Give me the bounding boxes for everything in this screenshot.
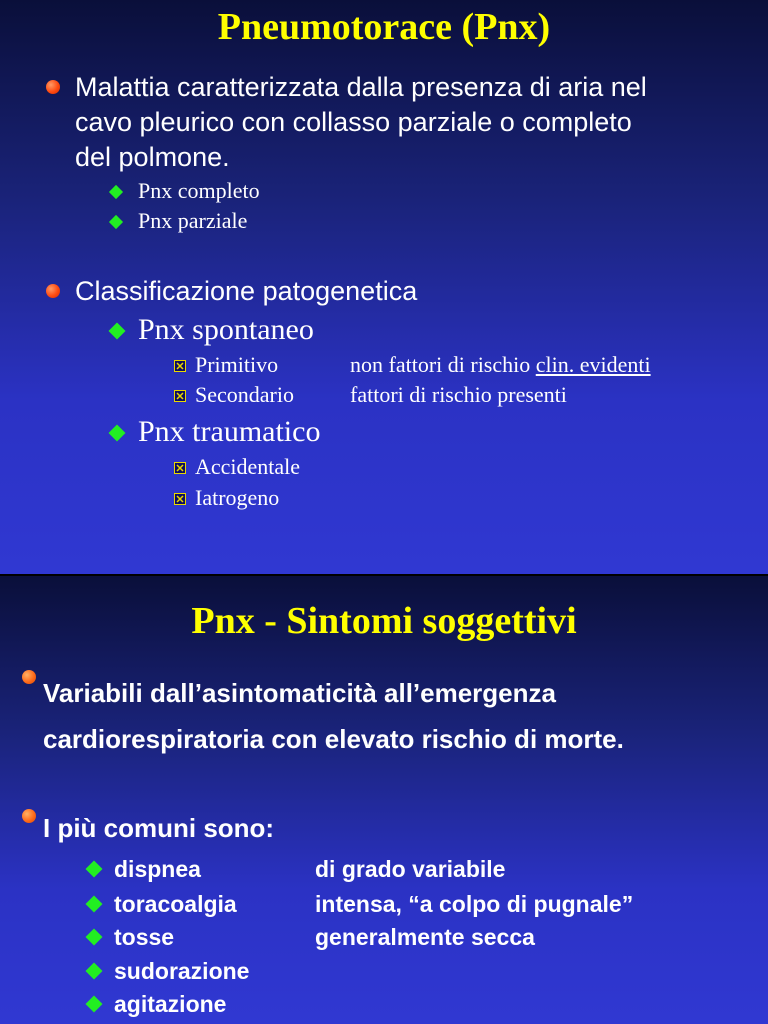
green-diamond-icon: [109, 323, 126, 340]
item-primitivo: Primitivo: [195, 352, 279, 377]
symptom-name: dispnea: [114, 856, 201, 882]
note-underlined: clin. evidenti: [535, 352, 651, 377]
bullet-line: Malattia caratterizzata dalla presenza di aria nel: [75, 72, 647, 102]
symptom-desc: intensa, “a colpo di pugnale”: [315, 891, 634, 917]
green-diamond-icon: [86, 896, 103, 913]
green-diamond-icon: [86, 996, 103, 1013]
item-secondario: Secondario: [195, 382, 294, 407]
note-primitivo: [350, 352, 651, 378]
orange-dot-icon: [46, 284, 60, 298]
note-secondario: fattori di rischio presenti: [350, 382, 567, 407]
item-accidentale: Accidentale: [195, 454, 301, 479]
symptom-name: toracoalgia: [114, 891, 237, 917]
item-iatrogeno: Iatrogeno: [195, 485, 280, 510]
green-diamond-icon: [109, 185, 123, 199]
green-diamond-icon: [109, 215, 123, 229]
symptom-name: sudorazione: [114, 958, 250, 984]
bullet-definition: [75, 70, 647, 175]
slide-title: Pneumotorace (Pnx): [217, 6, 551, 48]
symptom-desc: generalmente secca: [315, 924, 535, 950]
subitem-pnx-completo: Pnx completo: [138, 178, 260, 203]
green-diamond-icon: [86, 929, 103, 946]
bullet-comuni: I più comuni sono:: [43, 813, 275, 843]
symptom-name: tosse: [114, 924, 175, 950]
slide-title: Pnx - Sintomi soggettivi: [191, 600, 577, 642]
green-diamond-icon: [86, 963, 103, 980]
subitem-pnx-parziale: Pnx parziale: [138, 208, 248, 233]
orange-dot-icon: [46, 80, 60, 94]
slide-sintomi-soggettivi: [0, 576, 768, 1024]
bullet-line: cardiorespiratoria con elevato rischio di morte.: [43, 724, 624, 754]
symptom-name: agitazione: [114, 991, 227, 1017]
orange-dot-icon: [22, 670, 36, 684]
orange-dot-icon: [22, 809, 36, 823]
note-text: non fattori di rischio: [350, 352, 536, 377]
green-diamond-icon: [86, 861, 103, 878]
symptom-desc: di grado variabile: [315, 856, 506, 882]
bullet-variabili: [43, 670, 624, 762]
checkbox-x-icon: [174, 493, 186, 505]
green-diamond-icon: [109, 425, 126, 442]
checkbox-x-icon: [174, 360, 186, 372]
group-pnx-traumatico: Pnx traumatico: [138, 415, 321, 448]
checkbox-x-icon: [174, 390, 186, 402]
bullet-line: Variabili dall’asintomaticità all’emergenza: [43, 678, 556, 708]
bullet-line: cavo pleurico con collasso parziale o completo: [75, 107, 632, 137]
group-pnx-spontaneo: Pnx spontaneo: [138, 313, 314, 346]
bullet-classificazione: Classificazione patogenetica: [75, 276, 418, 306]
bullet-line: del polmone.: [75, 142, 230, 172]
checkbox-x-icon: [174, 462, 186, 474]
